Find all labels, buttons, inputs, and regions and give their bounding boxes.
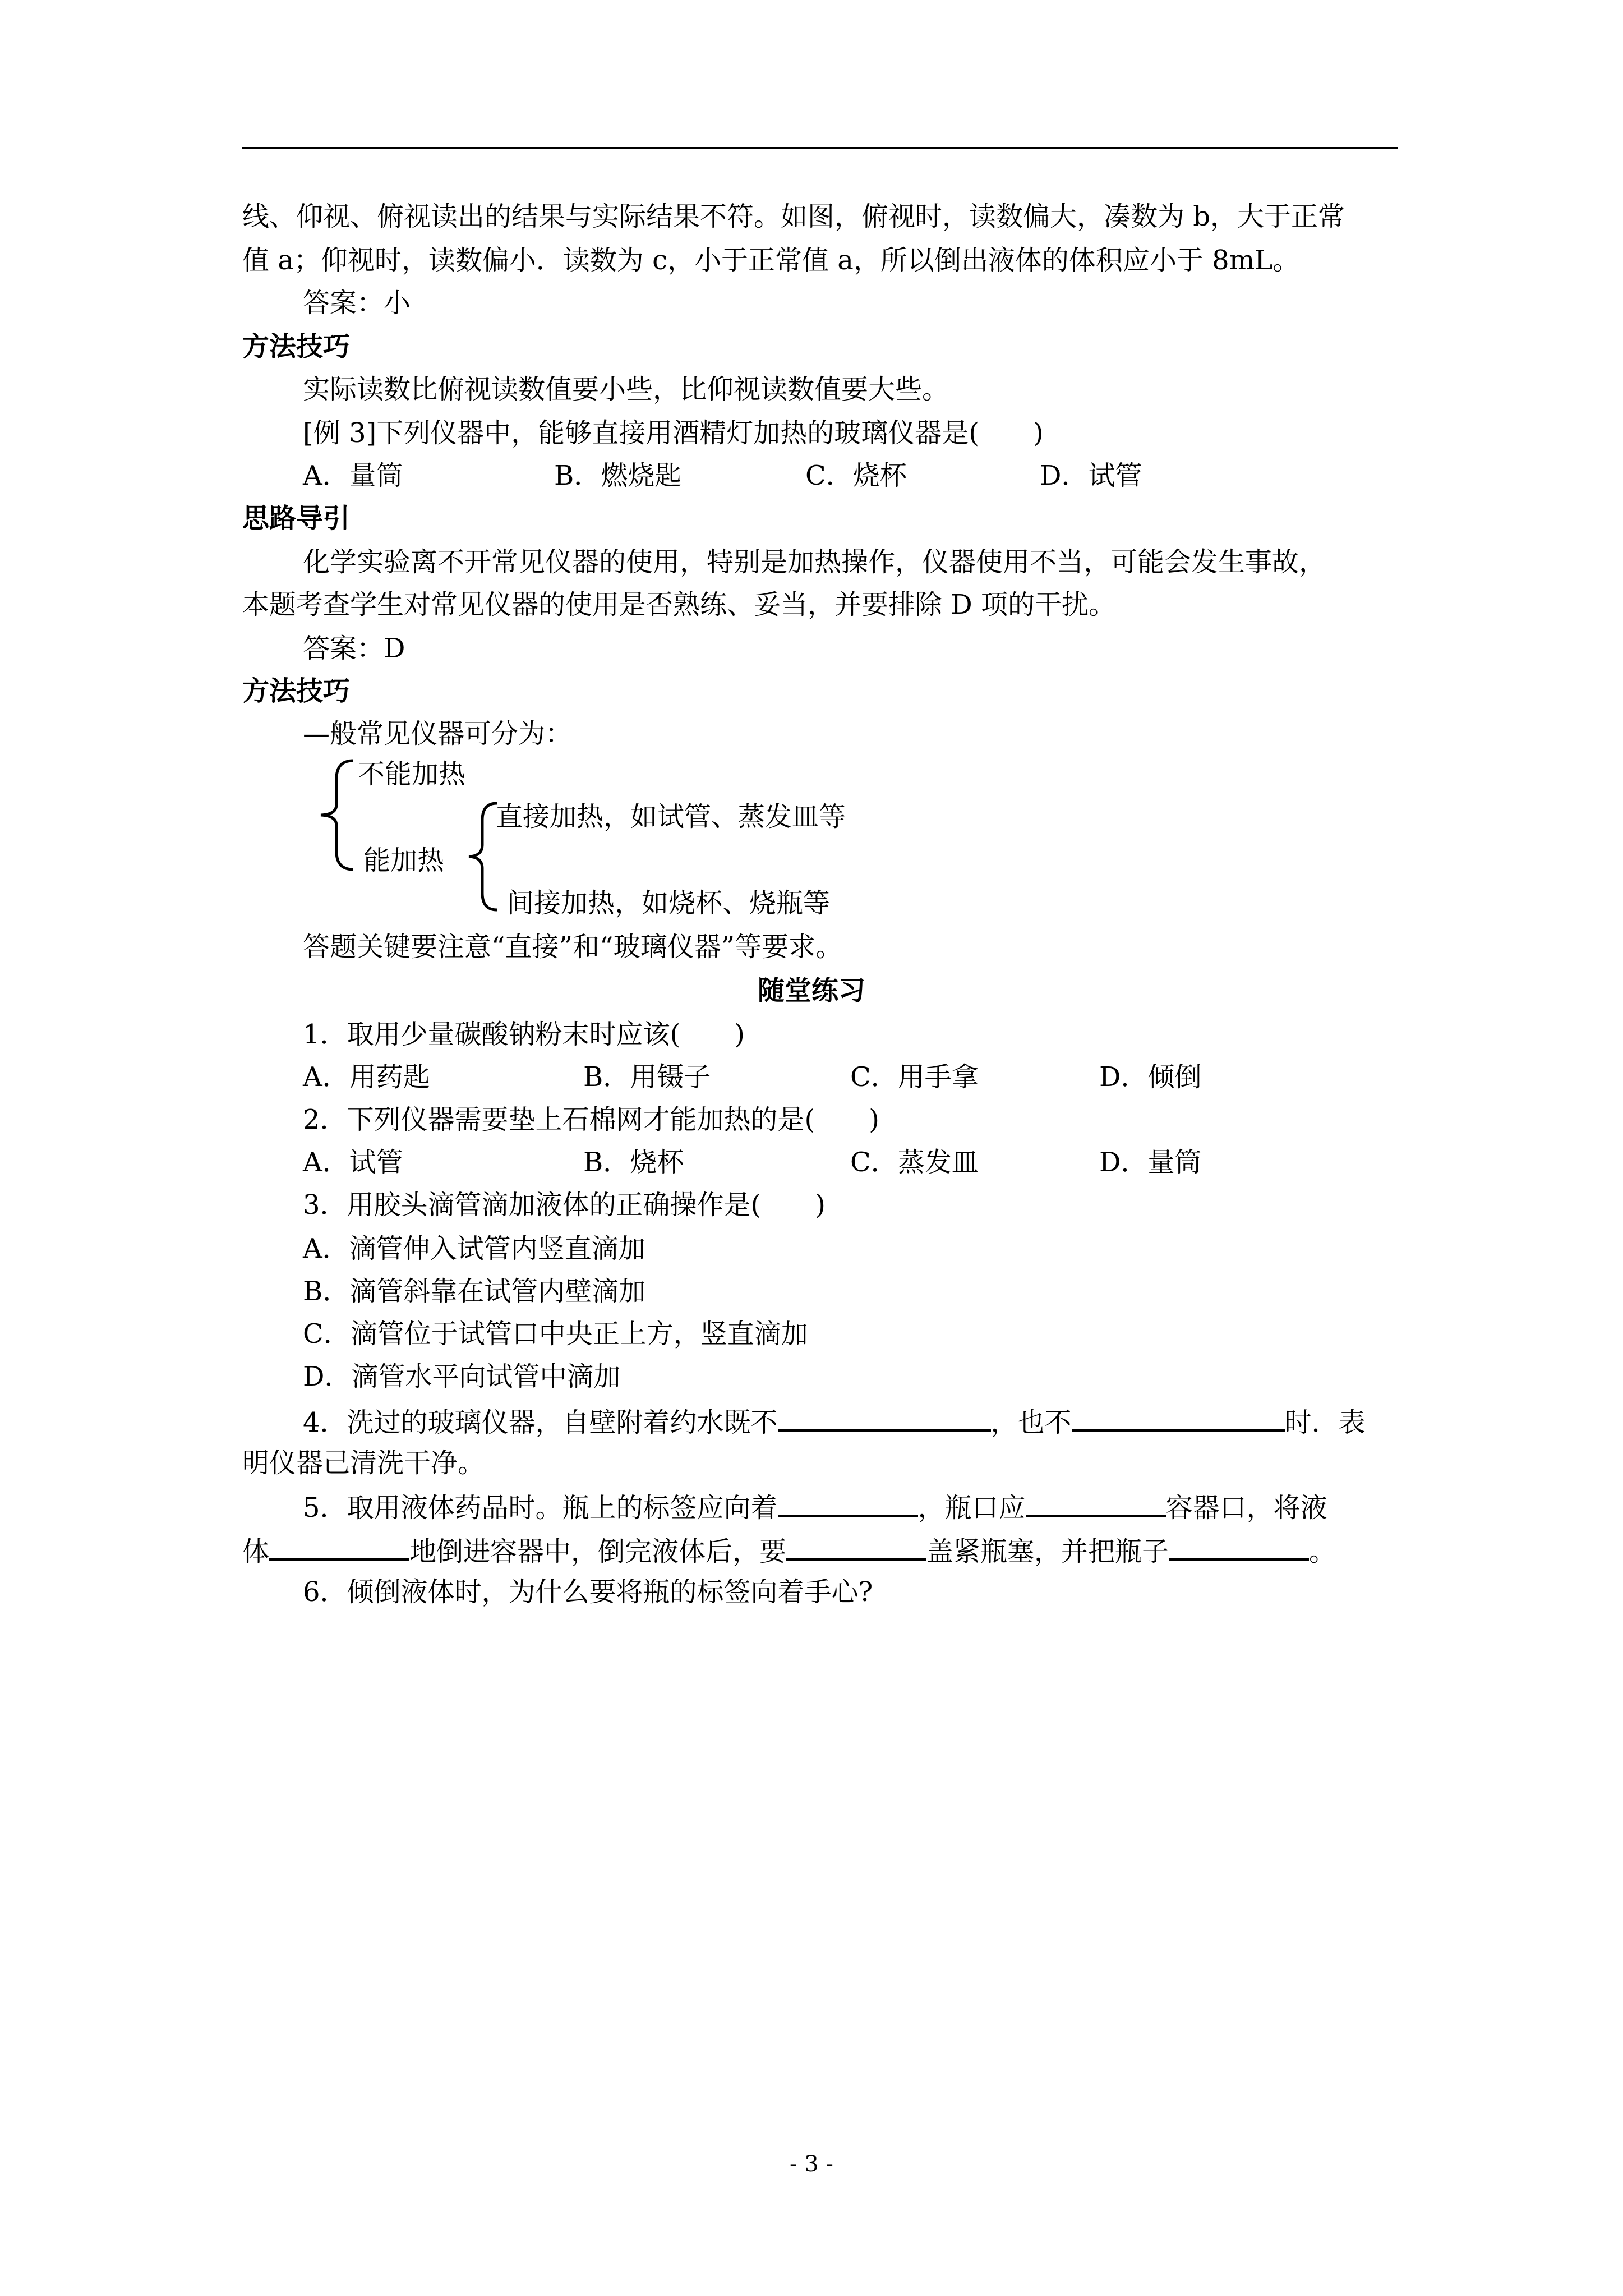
q2-text: 2．下列仪器需要垫上石棉网才能加热的是( ): [303, 1104, 879, 1135]
q1-option-c: C．用手拿: [850, 1061, 979, 1093]
q3-option-c: C．滴管位于试管口中央正上方，竖直滴加: [303, 1318, 808, 1350]
header-rule: [242, 147, 1398, 149]
method-heading-2: 方法技巧: [242, 675, 351, 707]
q3-option-b: B．滴管斜靠在试管内壁滴加: [303, 1276, 646, 1307]
example-3-question: [例 3]下列仪器中，能够直接用酒精灯加热的玻璃仪器是( ): [303, 417, 1044, 449]
q5-line-1: [303, 1488, 1327, 1526]
q4-part-1: 4．洗过的玻璃仪器，自壁附着约水既不: [303, 1407, 778, 1438]
page-number: - 3 -: [790, 2151, 833, 2177]
answer-2: 答案：D: [303, 633, 405, 664]
guide-line-1: 化学实验离不开常见仪器的使用，特别是加热操作，仪器使用不当，可能会发生事故，: [303, 546, 1326, 578]
example-3-option-d: D．试管: [1040, 460, 1142, 491]
q4-line-1: [303, 1402, 1366, 1441]
intro-line-1: 线、仰视、俯视读出的结果与实际结果不符。如图，俯视时，读数偏大，凑数为 b，大于正常: [242, 201, 1345, 232]
q5-part-5: 地倒进容器中，倒完液体后，要: [409, 1536, 787, 1567]
q5-part-4: 体: [242, 1536, 270, 1567]
q3-text: 3．用胶头滴管滴加液体的正确操作是( ): [303, 1189, 826, 1221]
q2-option-a: A．试管: [303, 1147, 403, 1178]
q5-part-7: 。: [1309, 1536, 1336, 1567]
example-3-option-c: C．烧杯: [805, 460, 907, 491]
method-note-2: 答题关键要注意“直接”和“玻璃仪器”等要求。: [303, 931, 843, 963]
direct-heat-label: 直接加热，如试管、蒸发皿等: [496, 801, 846, 832]
q5-blank-2[interactable]: [1026, 1488, 1166, 1517]
q1-option-d: D．倾倒: [1099, 1061, 1202, 1093]
method-text-1: 实际读数比俯视读数值要小些，比仰视读数值要大些。: [303, 374, 949, 405]
method-heading-1: 方法技巧: [242, 331, 351, 362]
q3-option-d: D．滴管水平向试管中滴加: [303, 1361, 621, 1392]
guide-line-2: 本题考查学生对常见仪器的使用是否熟练、妥当，并要排除 D 项的干扰。: [242, 589, 1116, 620]
q5-blank-5[interactable]: [1169, 1531, 1309, 1561]
q5-blank-3[interactable]: [269, 1531, 409, 1561]
q4-line-2: 明仪器己清洗干净。: [242, 1447, 485, 1479]
q4-part-3: 时．表: [1284, 1407, 1366, 1438]
cannot-heat-label: 不能加热: [358, 758, 466, 790]
q5-blank-1[interactable]: [778, 1488, 918, 1517]
q3-option-a: A．滴管伸入试管内竖直滴加: [303, 1233, 645, 1264]
can-heat-label: 能加热: [363, 845, 445, 876]
answer-1: 答案：小: [303, 287, 411, 319]
q2-option-b: B．烧杯: [583, 1147, 684, 1178]
intro-line-2: 值 a；仰视时，读数偏小．读数为 c，小于正常值 a，所以倒出液体的体积应小于 8mL。: [242, 245, 1300, 276]
q2-option-c: C．蒸发皿: [850, 1147, 979, 1178]
q4-blank-1[interactable]: [778, 1402, 991, 1432]
q2-option-d: D．量筒: [1099, 1147, 1202, 1178]
q1-option-b: B．用镊子: [583, 1061, 711, 1093]
q5-blank-4[interactable]: [786, 1531, 926, 1561]
outer-brace-icon: [314, 756, 365, 874]
indirect-heat-label: 间接加热，如烧杯、烧瓶等: [507, 887, 831, 919]
guide-heading: 思路导引: [242, 503, 351, 534]
q5-line-2: [242, 1531, 1336, 1570]
q4-blank-2[interactable]: [1072, 1402, 1285, 1432]
q5-part-1: 5．取用液体药品时。瓶上的标签应向着: [303, 1492, 778, 1524]
q5-part-2: ，瓶口应: [917, 1492, 1026, 1524]
q1-text: 1．取用少量碳酸钠粉末时应该( ): [303, 1019, 745, 1050]
q5-part-6: 盖紧瓶塞，并把瓶子: [926, 1536, 1169, 1567]
method-intro-2: —般常见仪器可分为：: [303, 718, 573, 749]
example-3-option-a: A．量筒: [303, 460, 403, 491]
practice-title: 随堂练习: [757, 975, 865, 1006]
q1-option-a: A．用药匙: [303, 1061, 430, 1093]
q6-text: 6．倾倒液体时，为什么要将瓶的标签向着手心?: [303, 1576, 873, 1608]
example-3-option-b: B．燃烧匙: [554, 460, 682, 491]
q4-part-2: ，也不: [990, 1407, 1072, 1438]
q5-part-3: 容器口，将液: [1165, 1492, 1327, 1524]
